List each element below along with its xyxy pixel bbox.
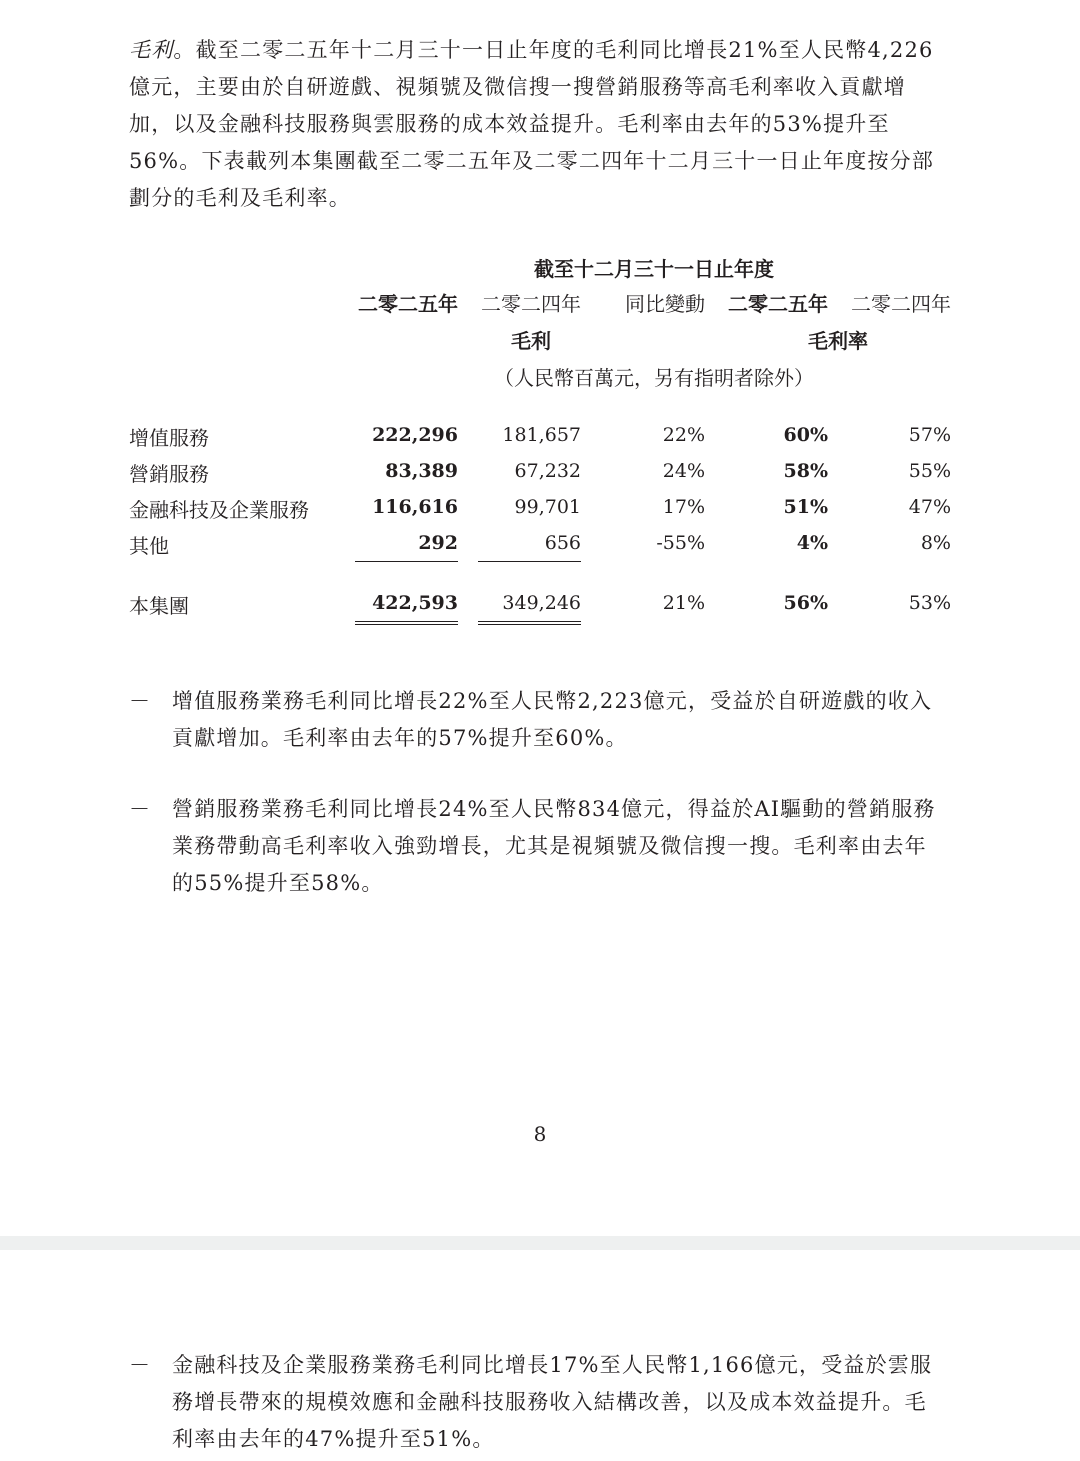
unit-note: （人民幣百萬元，另有指明者除外） [494,366,814,390]
cell-margin-2024: 55% [908,460,951,482]
dash-marker: － [129,1353,152,1377]
cell-yoy: -55% [656,532,705,554]
group-header-gross-profit: 毛利 [511,329,551,353]
cell-margin-2024: 53% [908,592,951,614]
cell-margin-2025: 58% [783,460,828,482]
dash-marker: － [129,797,152,821]
bullet-line: 的55%提升至58%。 [172,871,384,895]
cell-gp-2024: 181,657 [502,424,581,446]
page-separator [0,1236,1080,1250]
bullet-line: 業務帶動高毛利率收入強勁增長，尤其是視頻號及微信搜一搜。毛利率由去年 [172,834,927,858]
cell-gp-2024: 656 [544,532,581,554]
cell-margin-2025: 60% [783,424,828,446]
intro-paragraph [129,32,955,217]
cell-margin-2025: 51% [783,496,828,518]
intro-line-5: 劃分的毛利及毛利率。 [129,186,351,210]
col-header-yoy: 同比變動 [625,292,705,316]
group-header-margin: 毛利率 [808,329,868,353]
cell-margin-2024: 8% [920,532,951,554]
col-header-margin-2025: 二零二五年 [728,292,828,316]
total-double-rule-gp-2024 [478,621,581,625]
cell-yoy: 24% [662,460,705,482]
cell-margin-2024: 57% [908,424,951,446]
cell-gp-2025: 116,616 [372,496,458,518]
row-label: 金融科技及企業服務 [129,498,309,522]
intro-line-1: 毛利。截至二零二五年十二月三十一日止年度的毛利同比增長21%至人民幣4,226 [129,38,934,62]
cell-gp-2025: 422,593 [372,592,458,614]
total-double-rule-gp-2025 [355,621,458,625]
bullet-line: 增值服務業務毛利同比增長22%至人民幣2,223億元，受益於自研遊戲的收入 [172,689,933,713]
bullet-line: 貢獻增加。毛利率由去年的57%提升至60%。 [172,726,628,750]
row-label: 營銷服務 [129,462,209,486]
row-label: 增值服務 [129,426,209,450]
bullet-line: 利率由去年的47%提升至51%。 [172,1427,495,1451]
cell-gp-2025: 222,296 [372,424,458,446]
cell-margin-2024: 47% [908,496,951,518]
intro-line-4: 56%。下表載列本集團截至二零二五年及二零二四年十二月三十一日止年度按分部 [129,149,935,173]
subtotal-rule-gp-2025 [355,561,458,562]
cell-margin-2025: 4% [796,532,828,554]
cell-gp-2024: 67,232 [514,460,581,482]
cell-margin-2025: 56% [783,592,828,614]
cell-yoy: 17% [662,496,705,518]
document-page-2 [0,1250,1080,1461]
cell-gp-2024: 349,246 [502,592,581,614]
cell-gp-2025: 292 [418,532,458,554]
bullet-line: 務增長帶來的規模效應和金融科技服務收入結構改善，以及成本效益提升。毛 [172,1390,927,1414]
total-label: 本集團 [129,594,189,618]
intro-line-3: 加，以及金融科技服務與雲服務的成本效益提升。毛利率由去年的53%提升至 [129,112,890,136]
subtotal-rule-gp-2024 [478,561,581,562]
row-label: 其他 [129,534,169,558]
bullet-line: 金融科技及企業服務業務毛利同比增長17%至人民幣1,166億元，受益於雲服 [172,1353,933,1377]
page-number: 8 [533,1122,547,1146]
intro-lead: 毛利 [129,38,174,62]
col-header-gp-2025: 二零二五年 [358,292,458,316]
dash-marker: － [129,689,152,713]
bullet-line: 營銷服務業務毛利同比增長24%至人民幣834億元，得益於AI驅動的營銷服務 [172,797,936,821]
cell-yoy: 21% [662,592,705,614]
col-header-gp-2024: 二零二四年 [481,292,581,316]
col-header-margin-2024: 二零二四年 [851,292,951,316]
cell-gp-2025: 83,389 [385,460,458,482]
cell-yoy: 22% [662,424,705,446]
cell-gp-2024: 99,701 [514,496,581,518]
intro-line-2: 億元，主要由於自研遊戲、視頻號及微信搜一搜營銷服務等高毛利率收入貢獻增 [129,75,906,99]
period-header: 截至十二月三十一日止年度 [534,257,774,281]
